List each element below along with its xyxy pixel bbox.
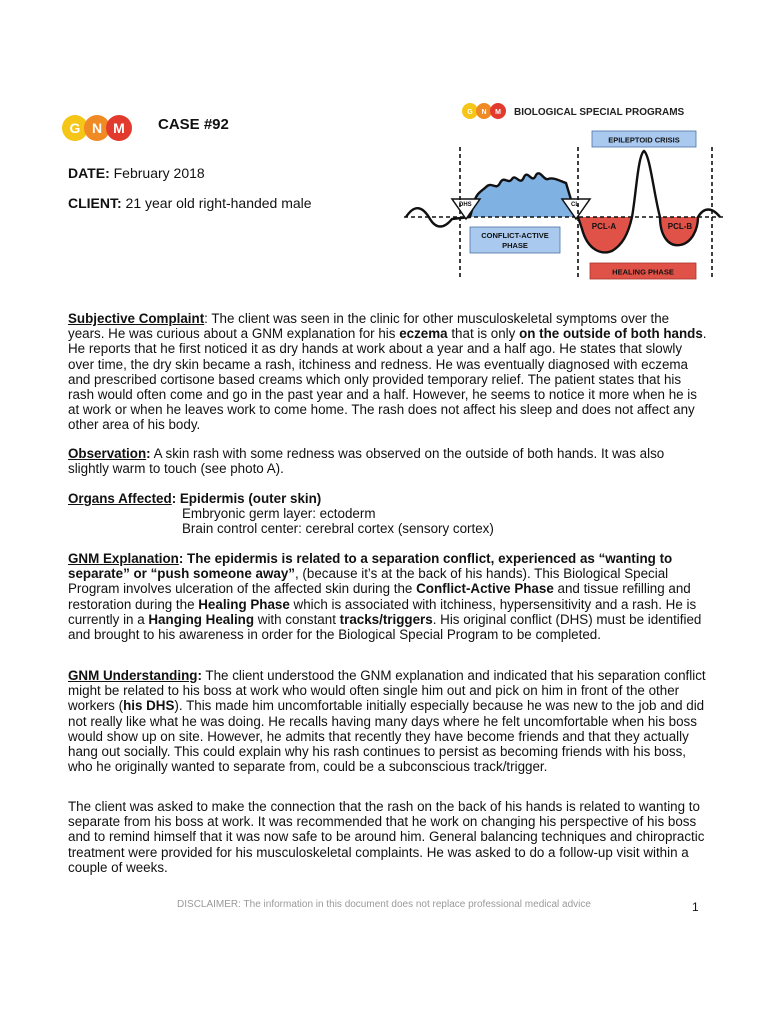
date-line: [68, 165, 205, 181]
observation-section: Observation: A skin rash with some redness was observed on the outside of both hands. It was also slightly warm to touch (see photo A).: [68, 446, 665, 477]
germ-layer-line: Embryonic germ layer: ectoderm: [182, 506, 376, 522]
pcl-a-label: PCL-A: [591, 222, 617, 231]
gnm-logo: [62, 114, 142, 142]
explanation-section: GNM Explanation: The epidermis is related to a separation conflict, experienced as “wanting to separate” or “push someone away”, (because it’s at the back of his hands). This Biological Special Program involves ulceration of the affected skin during the Conflict-Active Phase and tissue refilling and restoration during the Healing Phase which is associated with itchiness, hypersensitivity and a rash. He is currently in a Hanging Healing with constant tracks/triggers. His original conflict (DHS) must be identified and brought to his awareness in order for the Biological Special Program to be completed.: [68, 551, 702, 643]
explanation-heading: GNM Explanation: [68, 551, 179, 566]
logo-g: G: [62, 115, 88, 141]
logo-n: N: [84, 115, 110, 141]
organs-section: Organs Affected: Epidermis (outer skin) Embryonic germ layer: ectoderm Brain control center: cerebral cortex (sensory cortex): [68, 491, 708, 537]
svg-text:HEALING PHASE: HEALING PHASE: [612, 267, 674, 277]
closing-paragraph: The client was asked to make the connection that the rash on the back of his hands is related to wanting to separate from his boss at work. It was recommended that he work on changing his perspective of his boss and to remind himself that it was now safe to be around him. General balancing techniques and chiropractic treatment were provided for his musculoskeletal complaints. He was asked to do a follow-up visit within a couple of weeks.: [68, 799, 705, 875]
date-value: February 2018: [109, 165, 205, 181]
svg-text:CONFLICT-ACTIVE: CONFLICT-ACTIVE: [481, 231, 549, 240]
subjective-heading: Subjective Complaint: [68, 311, 205, 326]
diagram-title: BIOLOGICAL SPECIAL PROGRAMS: [514, 107, 685, 118]
case-title: CASE #92: [158, 116, 229, 133]
svg-text:EPILEPTOID CRISIS: EPILEPTOID CRISIS: [608, 135, 680, 145]
logo-m: M: [106, 115, 132, 141]
bsp-diagram: [396, 95, 734, 285]
client-value: 21 year old right-handed male: [121, 195, 312, 211]
understanding-heading: GNM Understanding: [68, 668, 198, 683]
client-line: [68, 195, 312, 211]
page-number: 1: [692, 900, 699, 914]
organs-heading: Organs Affected: [68, 491, 172, 506]
brain-center-line: Brain control center: cerebral cortex (sensory cortex): [182, 521, 494, 537]
svg-text:DHS: DHS: [459, 202, 472, 208]
understanding-section: GNM Understanding: The client understood the GNM explanation and indicated that his separation conflict might be related to his boss at work who would often single him out and pick on him in front of the other workers (his DHS). This made him uncomfortable initially especially because he was new to the job and did not really like what he was doing. He recalls having many days where he felt uncomfortable when his boss would show up on site. However, he admits that recently they have become friends and that they actually hang out socially. This could explain why his rash continues to persist as becoming friends with his boss, who he originally wanted to separate from, could be a subconscious track/trigger.: [68, 668, 706, 775]
observation-heading: Observation: [68, 446, 147, 461]
subjective-section: Subjective Complaint: The client was seen in the clinic for other musculoskeletal symptoms over the years. He was curious about a GNM explanation for his eczema that is only on the outside of both hands. He reports that he first noticed it as dry hands at work about a year and a half ago. He states that slowly over time, the dry skin became a rash, itchiness and redness. He was eventually diagnosed with eczema and prescribed cortisone based creams which only provided temporary relief. The patient states that his rash would often come and go in the past year and a half. However, he seems to notice it more when he is at work or when he leaves work to come home. The rash does not affect his sleep and does not affect any other area of his body.: [68, 311, 707, 433]
svg-text:N: N: [481, 109, 487, 116]
svg-text:PHASE: PHASE: [502, 241, 528, 250]
date-label: DATE:: [68, 165, 110, 181]
disclaimer: DISCLAIMER: The information in this document does not replace professional medical advice: [177, 899, 591, 910]
svg-text:M: M: [495, 109, 501, 116]
svg-text:CL: CL: [571, 202, 579, 208]
client-label: CLIENT:: [68, 195, 122, 211]
pcl-b-label: PCL-B: [667, 222, 693, 231]
organs-value: Epidermis (outer skin): [176, 491, 322, 506]
svg-text:G: G: [467, 109, 473, 116]
